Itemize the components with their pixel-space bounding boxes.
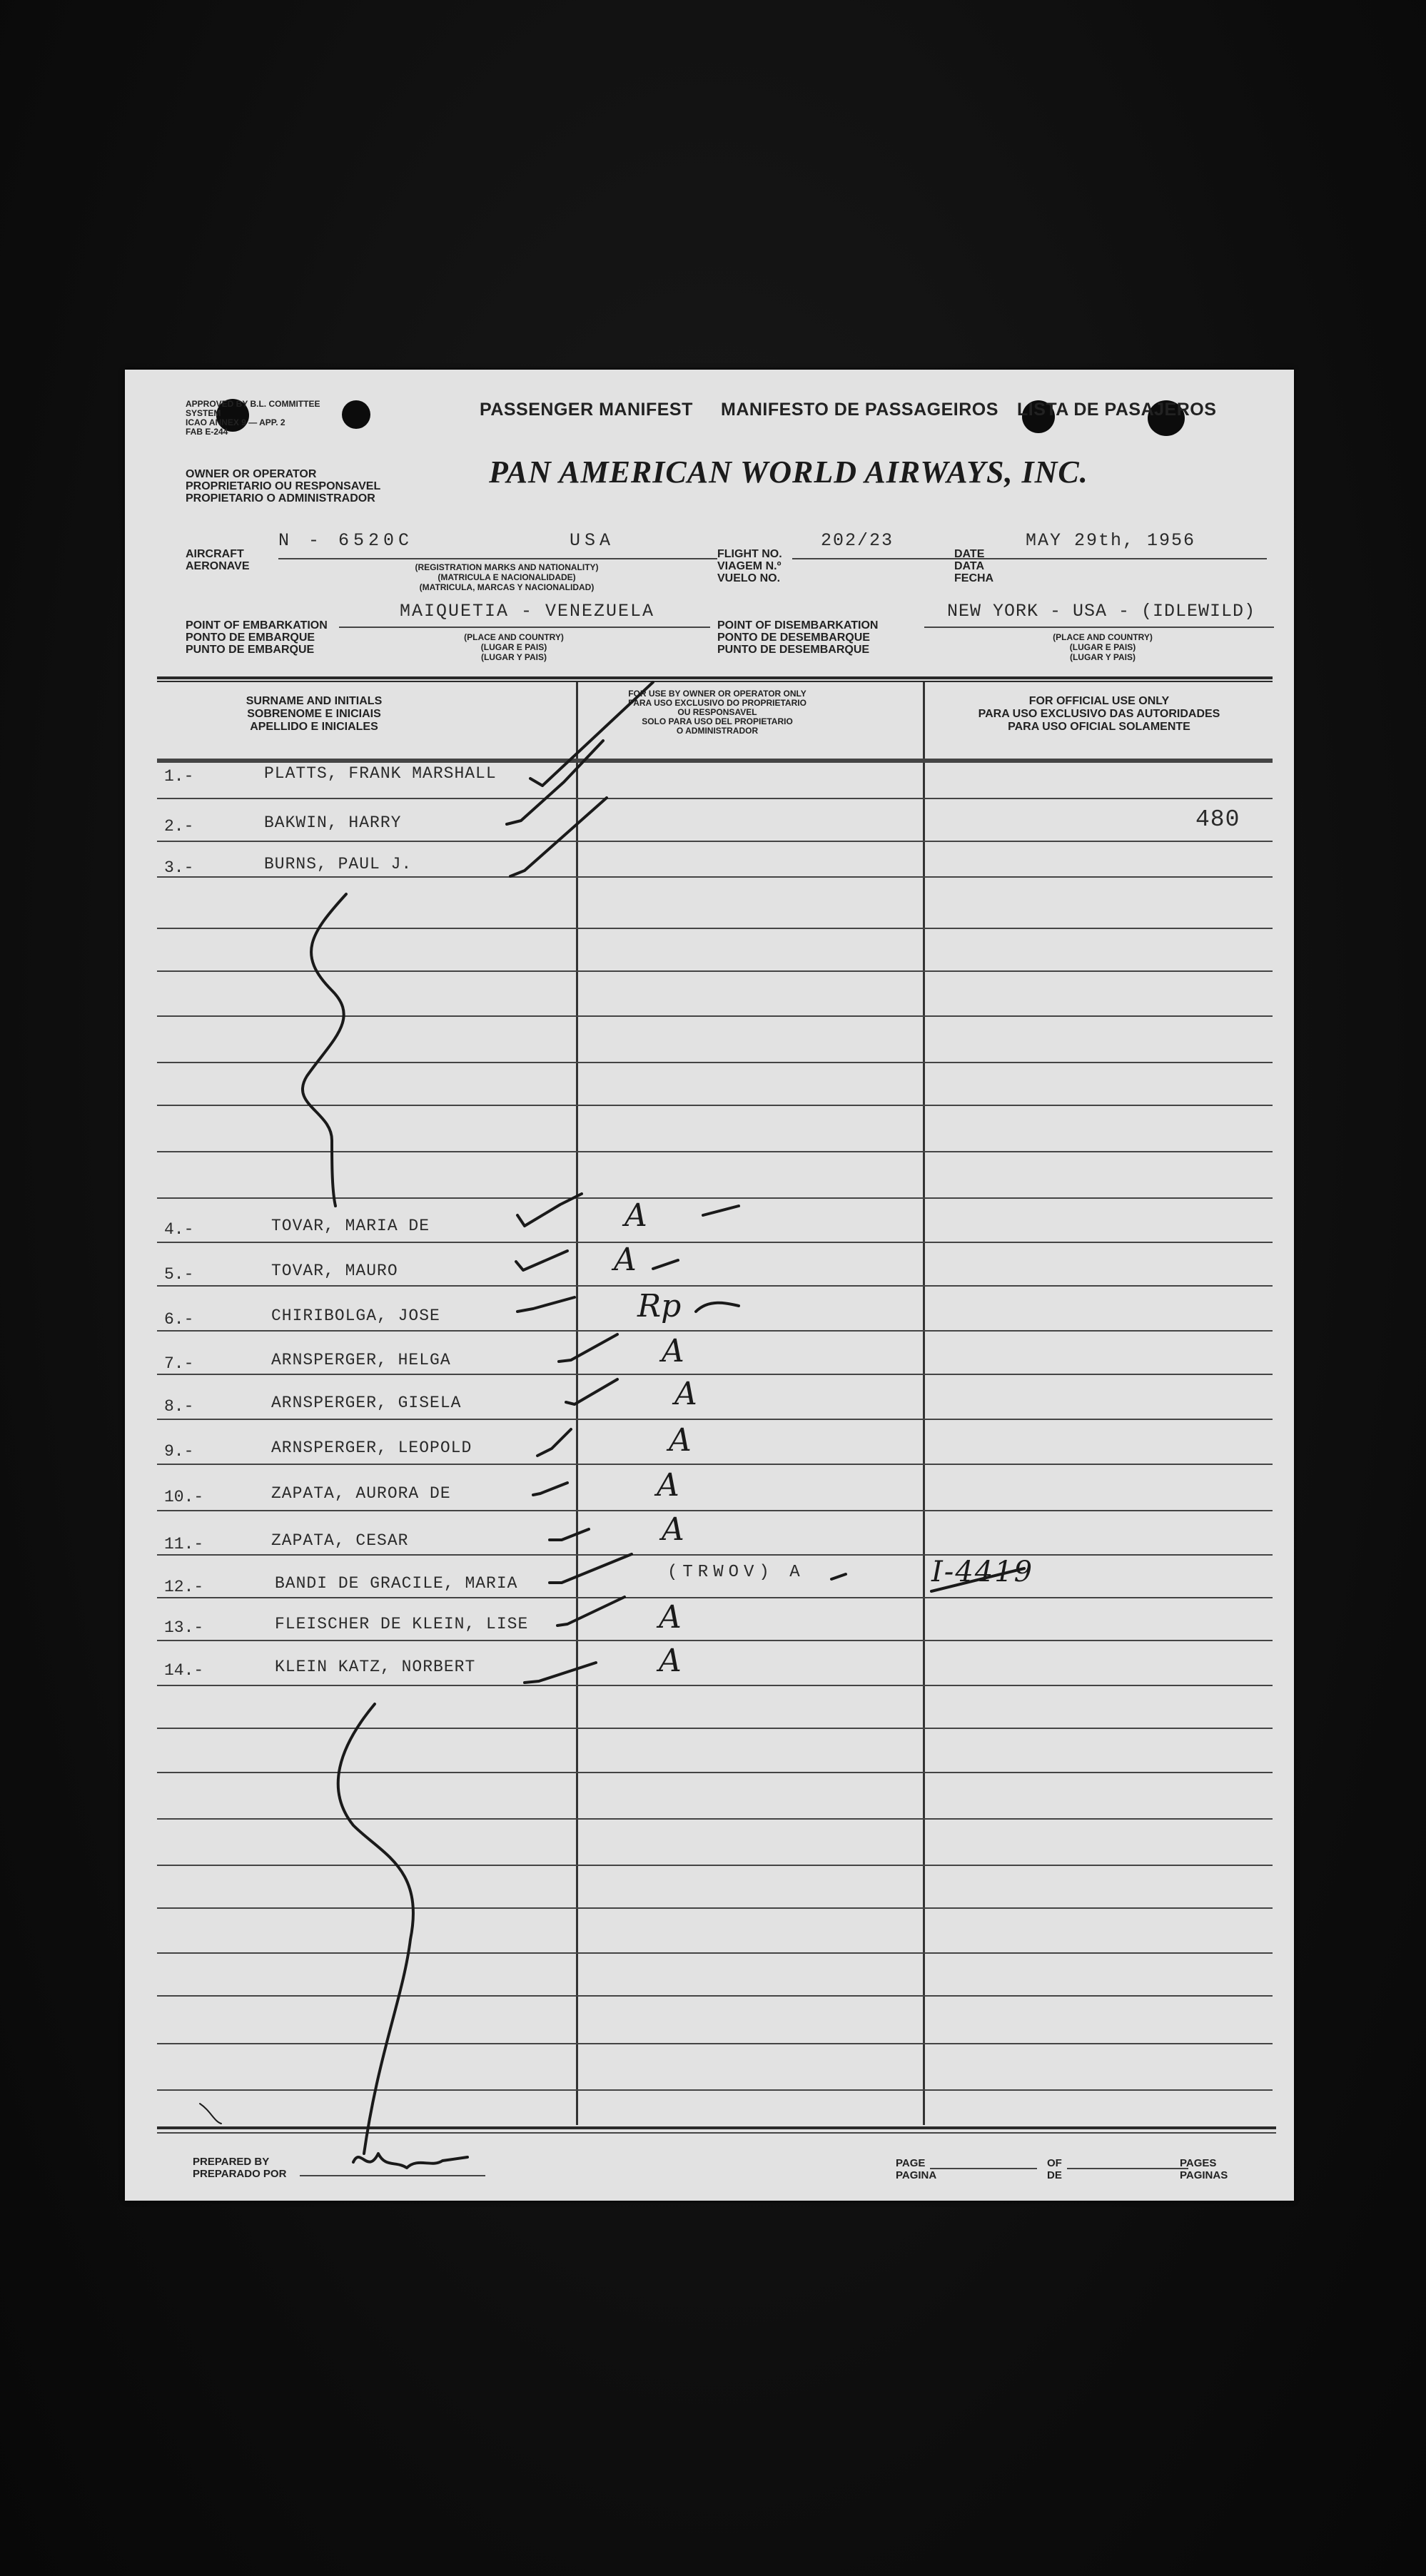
aircraft-label: AIRCRAFT AERONAVE [186,548,250,572]
handwritten-mark: A [624,1197,647,1234]
passenger-name: BAKWIN, HARRY [264,813,402,832]
check-icon [525,1663,596,1683]
flight-value: 202/23 [821,530,894,551]
check-icon [517,1297,575,1312]
check-icon [550,1554,632,1583]
passenger-number: 6.- [164,1310,194,1329]
disembark-label: POINT OF DISEMBARKATION PONTO DE DESEMBARQUE PUNTO DE DESEMBARQUE [717,619,879,656]
prepared-by-label: PREPARED BY PREPARADO POR [193,2156,287,2180]
handwritten-mark: A [662,1511,684,1548]
passenger-number: 11.- [164,1535,204,1553]
pen-stroke [200,2104,221,2124]
official-note-2: I-4419 [931,1556,1034,1588]
manifest-sheet [125,370,1294,2201]
of-label: OF DE [1047,2157,1062,2181]
check-icon [557,1597,624,1626]
check-icon [510,798,607,876]
date-label: DATE DATA FECHA [954,548,994,584]
embark-sublabel: (PLACE AND COUNTRY) (LUGAR E PAIS) (LUGAR Y PAIS) [464,632,564,662]
pages-label: PAGES PAGINAS [1180,2157,1228,2181]
passenger-number: 12.- [164,1578,204,1596]
handwritten-mark: Rp [637,1288,682,1324]
passenger-name: FLEISCHER DE KLEIN, LISE [275,1615,529,1633]
pen-stroke [931,1568,1024,1591]
passenger-number: 13.- [164,1618,204,1637]
check-icon [550,1529,589,1540]
passenger-name: BANDI DE GRACILE, MARIA [275,1574,518,1593]
check-icon [530,682,653,786]
passenger-number: 8.- [164,1397,194,1416]
col-header-owner-use: FOR USE BY OWNER OR OPERATOR ONLY PARA USO EXCLUSIVO DO PROPRIETARIO OU RESPONSAVEL SOLO PARA USO DEL PROPIETARIO O ADMINISTRADOR [628,689,806,736]
owner-label: OWNER OR OPERATOR PROPRIETARIO OU RESPONSAVEL PROPIETARIO O ADMINISTRADOR [186,468,381,504]
pen-stroke [696,1303,739,1312]
company-name: PAN AMERICAN WORLD AIRWAYS, INC. [489,455,1088,490]
passenger-name: CHIRIBOLGA, JOSE [271,1307,440,1325]
passenger-name: ZAPATA, CESAR [271,1531,409,1550]
handwritten-mark: A [657,1467,679,1503]
handwritten-mark: (TRWOV) A [667,1563,805,1582]
page-label: PAGE PAGINA [896,2157,937,2181]
date-value: MAY 29th, 1956 [1026,530,1196,551]
disembark-value: NEW YORK - USA - (IDLEWILD) [947,601,1256,622]
handwritten-mark: A [614,1242,637,1278]
approval-block: APPROVED BY B.L. COMMITTEE SYSTEM ICAO ANNEX 9 — APP. 2 FAB E-244 [186,399,320,437]
aircraft-sublabel: (REGISTRATION MARKS AND NATIONALITY) (MATRICULA E NACIONALIDADE) (MATRICULA, MARCAS Y NACIONALIDAD) [415,562,599,592]
registration-value: N - 6520C [278,530,414,551]
official-note: 480 [1195,806,1240,833]
passenger-name: ARNSPERGER, HELGA [271,1351,451,1369]
passenger-name: TOVAR, MARIA DE [271,1217,430,1235]
embark-label: POINT OF EMBARKATION PONTO DE EMBARQUE PUNTO DE EMBARQUE [186,619,328,656]
check-icon [517,1194,582,1226]
passenger-name: ARNSPERGER, LEOPOLD [271,1439,472,1457]
passenger-number: 7.- [164,1354,194,1373]
handwritten-mark: A [659,1643,682,1679]
handwritten-mark: A [674,1376,697,1412]
passenger-name: TOVAR, MAURO [271,1262,398,1280]
handwriting-overlay [125,370,1294,2201]
flight-label: FLIGHT NO. VIAGEM N.º VUELO NO. [717,548,782,584]
pen-stroke [831,1574,846,1579]
pen-stroke [653,1260,678,1269]
title-en: PASSENGER MANIFEST [480,400,693,420]
title-pt: MANIFESTO DE PASSAGEIROS [721,400,998,420]
passenger-name: KLEIN KATZ, NORBERT [275,1658,476,1676]
passenger-number: 10.- [164,1488,204,1506]
check-icon [533,1483,567,1495]
bracket-icon [338,1704,413,2154]
passenger-number: 5.- [164,1265,194,1284]
passenger-name: ZAPATA, AURORA DE [271,1484,451,1503]
check-icon [566,1379,617,1404]
check-icon [507,741,603,824]
pen-stroke [703,1206,739,1215]
passenger-name: BURNS, PAUL J. [264,855,413,873]
col-header-names: SURNAME AND INITIALS SOBRENOME E INICIAIS APELLIDO E INICIALES [246,695,383,733]
title-es: LISTA DE PASAJEROS [1017,400,1217,420]
passenger-number: 4.- [164,1220,194,1239]
passenger-number: 14.- [164,1661,204,1680]
passenger-number: 2.- [164,817,194,836]
passenger-number: 3.- [164,858,194,877]
passenger-number: 1.- [164,767,194,786]
signature-icon [353,2154,467,2168]
nationality-value: USA [570,530,615,551]
handwritten-mark: A [669,1422,692,1459]
passenger-number: 9.- [164,1442,194,1461]
col-header-official: FOR OFFICIAL USE ONLY PARA USO EXCLUSIVO DAS AUTORIDADES PARA USO OFICIAL SOLAMENTE [978,695,1220,733]
check-icon [537,1429,571,1456]
handwritten-mark: A [662,1333,684,1369]
check-icon [559,1334,617,1361]
passenger-name: ARNSPERGER, GISELA [271,1394,462,1412]
handwritten-mark: A [659,1599,682,1636]
disembark-sublabel: (PLACE AND COUNTRY) (LUGAR E PAIS) (LUGAR Y PAIS) [1053,632,1153,662]
check-icon [516,1251,567,1270]
passenger-name: PLATTS, FRANK MARSHALL [264,764,497,783]
embark-value: MAIQUETIA - VENEZUELA [400,601,655,622]
bracket-icon [303,894,346,1206]
